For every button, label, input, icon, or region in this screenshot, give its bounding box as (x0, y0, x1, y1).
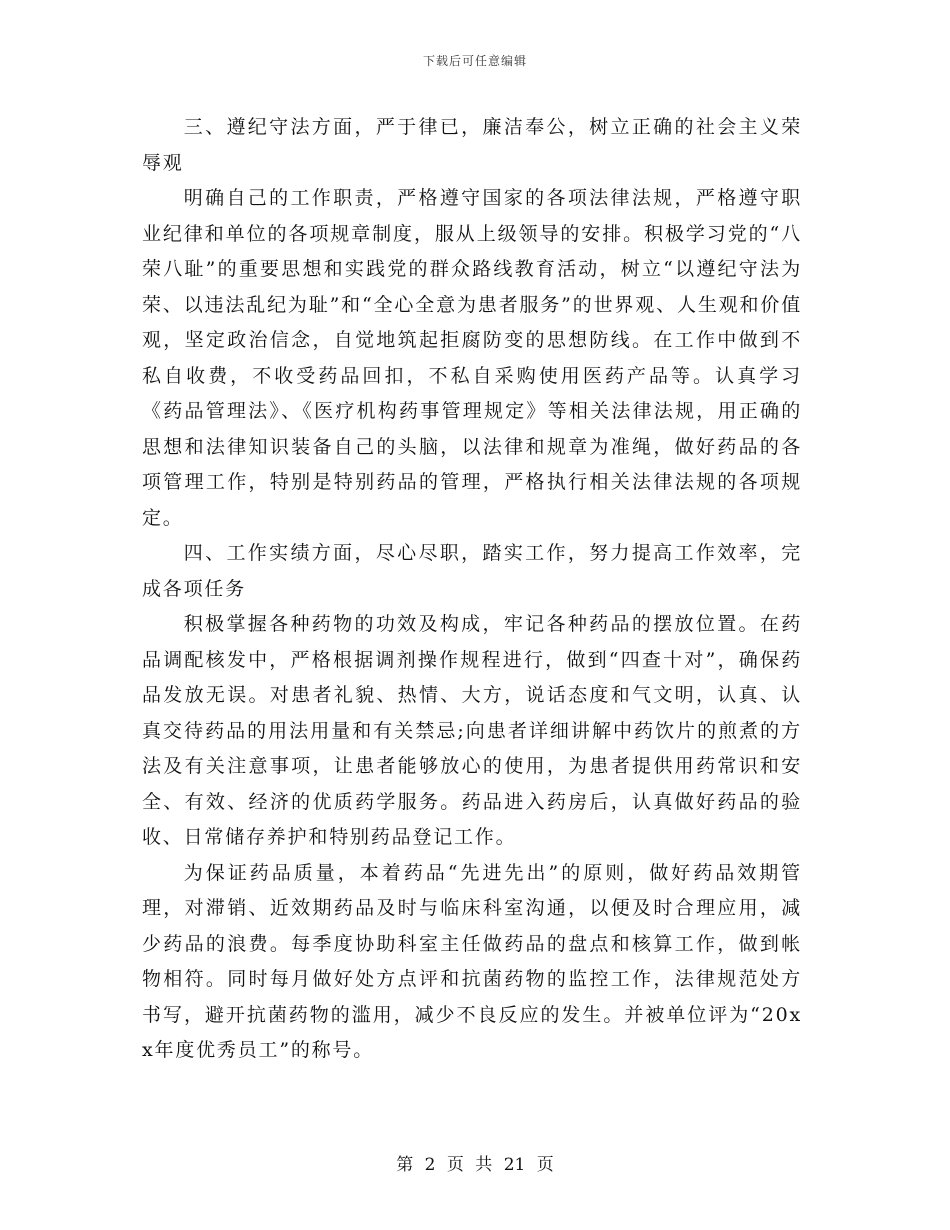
total-pages: 21 (503, 1155, 526, 1175)
footer-middle: 页 共 (446, 1155, 493, 1175)
footer-suffix: 页 (536, 1155, 554, 1175)
page-header (0, 53, 950, 69)
body-paragraph: 积极掌握各种药物的功效及构成，牢记各种药品的摆放位置。在药品调配核发中，严格根据调剂操作规程进行，做到“四查十对”，确保药品发放无误。对患者礼貌、热情、大方，说话态度和气文明，认真、认真交待药品的用法用量和有关禁忌;向患者详细讲解中药饮片的煎煮的方法及有关注意事项，让患者能够放心的使用，为患者提供用药常识和安全、有效、经济的优质药学服务。药品进入药房后，认真做好药品的验收、日常储存养护和特别药品登记工作。 (142, 613, 802, 848)
header-note: 下载后可任意编辑 (422, 54, 527, 68)
page-number: 2 (424, 1155, 436, 1175)
footer-prefix: 第 (396, 1155, 414, 1175)
section-heading-4: 四、工作实绩方面，尽心尽职，踏实工作，努力提高工作效率，完成各项任务 (142, 542, 802, 600)
document-body (142, 110, 802, 1069)
body-paragraph: 为保证药品质量，本着药品“先进先出”的原则，做好药品效期管理，对滞销、近效期药品及时与临床科室沟通，以便及时合理应用，减少药品的浪费。每季度协助科室主任做药品的盘点和核算工作，做到帐物相符。同时每月做好处方点评和抗菌药物的监控工作，法律规范处方书写，避开抗菌药物的滥用，减少不良反应的发生。并被单位评为“20xx年度优秀员工”的称号。 (142, 861, 802, 1061)
body-paragraph: 明确自己的工作职责，严格遵守国家的各项法律法规，严格遵守职业纪律和单位的各项规章制度，服从上级领导的安排。积极学习党的“八荣八耻”的重要思想和实践党的群众路线教育活动，树立“以遵纪守法为荣、以违法乱纪为耻”和“全心全意为患者服务”的世界观、人生观和价值观，坚定政治信念，自觉地筑起拒腐防变的思想防线。在工作中做到不私自收费，不收受药品回扣，不私自采购使用医药产品等。认真学习《药品管理法》、《医疗机构药事管理规定》等相关法律法规，用正确的思想和法律知识装备自己的头脑，以法律和规章为准绳，做好药品的各项管理工作，特别是特别药品的管理，严格执行相关法律法规的各项规定。 (142, 187, 802, 529)
section-heading-3: 三、遵纪守法方面，严于律已，廉洁奉公，树立正确的社会主义荣辱观 (142, 116, 802, 174)
page-footer (0, 1154, 950, 1176)
